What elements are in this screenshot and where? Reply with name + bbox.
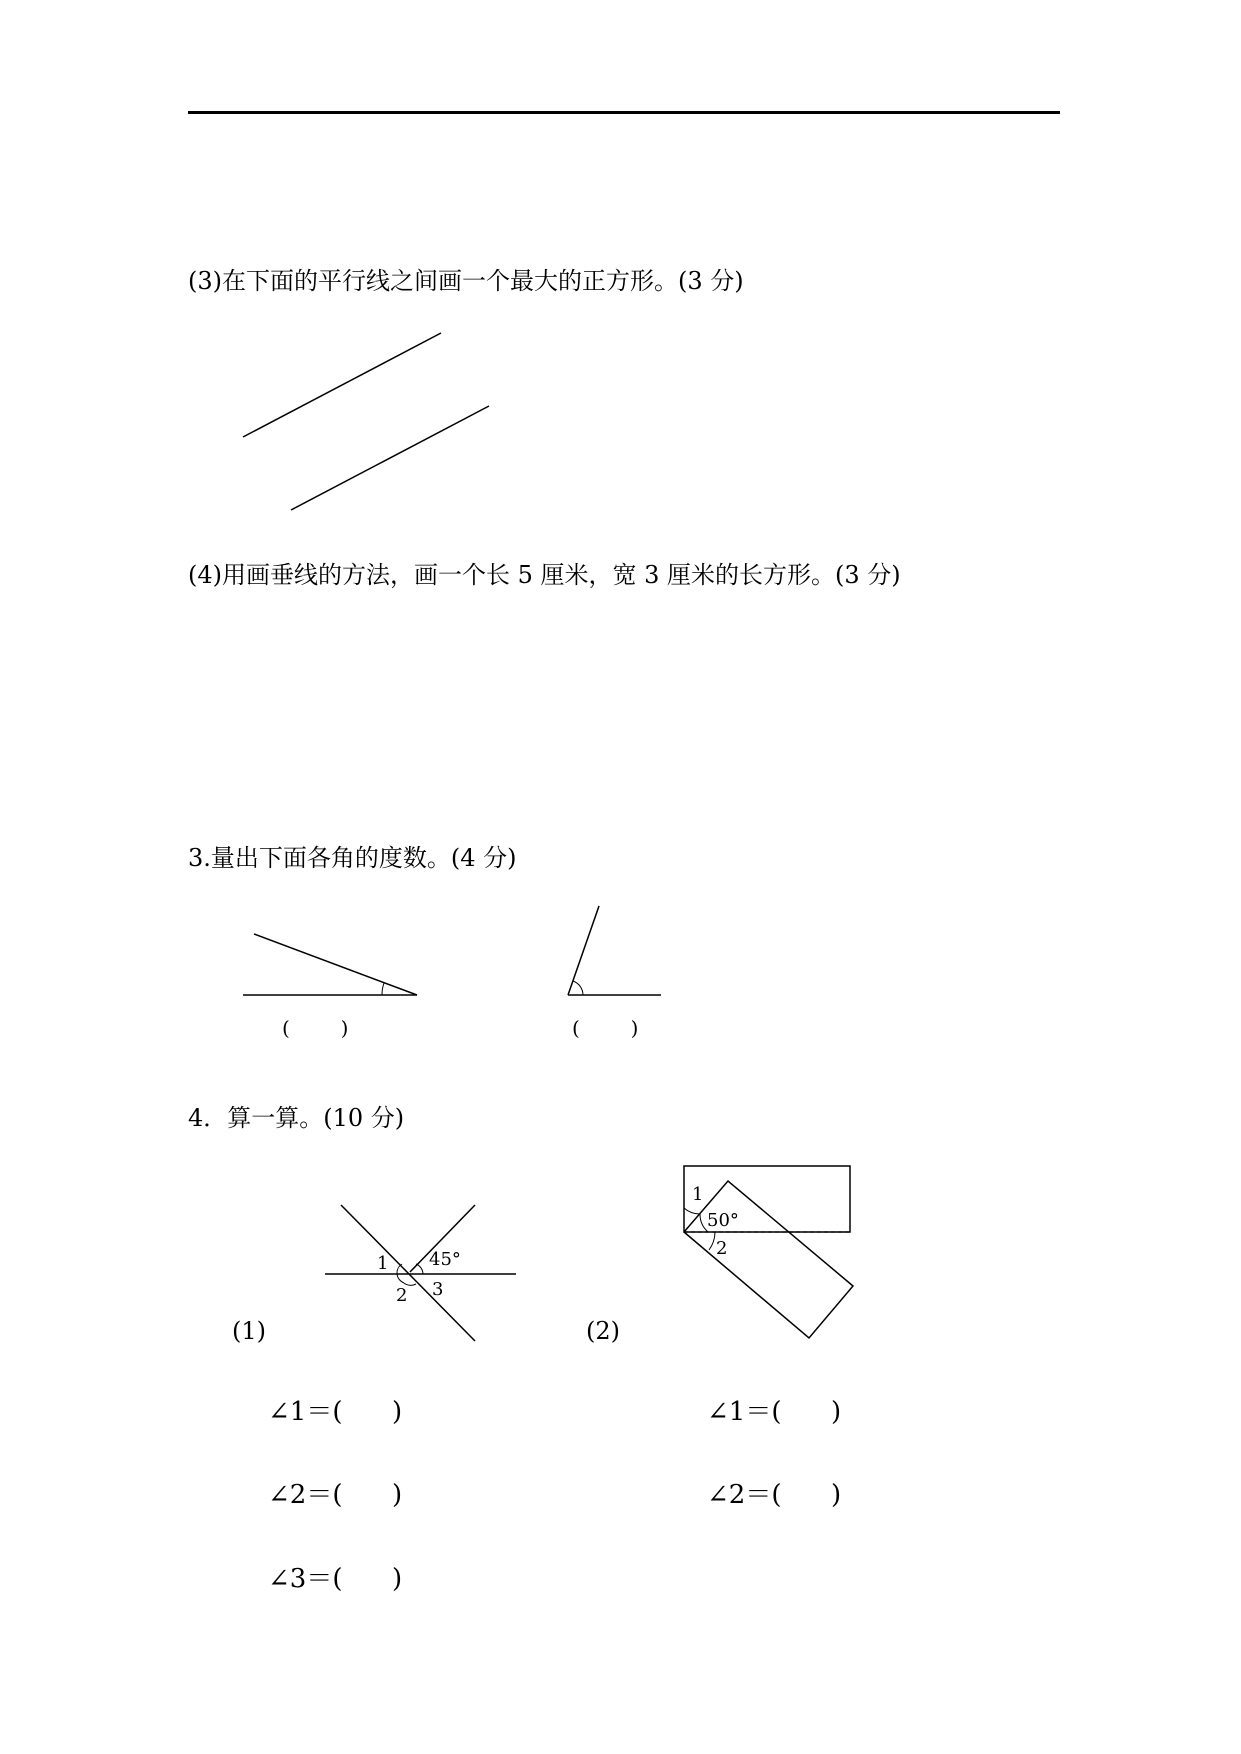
fig2-angle-50-label: 50° — [707, 1210, 739, 1231]
parallel-line-lower — [291, 406, 489, 510]
fig1-answer-angle-1[interactable]: ∠1＝( ) — [268, 1397, 403, 1427]
question-4-rectangle: (4)用画垂线的方法，画一个长 5 厘米，宽 3 厘米的长方形。(3 分) — [188, 561, 901, 589]
fig1-angle-1-label: 1 — [377, 1253, 389, 1274]
fig1-angle-2-arc — [397, 1274, 404, 1283]
fig2-answer-angle-1[interactable]: ∠1＝( ) — [707, 1397, 842, 1427]
fig1-angle-45-label: 45° — [429, 1249, 461, 1270]
fig1-label: (1) — [232, 1317, 266, 1345]
question-3-parallel-square: (3)在下面的平行线之间画一个最大的正方形。(3 分) — [188, 267, 744, 295]
fig2-angle-2-arc — [709, 1232, 715, 1250]
angle-b-arc — [573, 981, 583, 995]
fig2-label: (2) — [586, 1317, 620, 1345]
fig2-angle-1-label: 1 — [692, 1184, 704, 1205]
fig2-angle-1-arc — [684, 1208, 700, 1214]
angle-a-slant-ray — [254, 934, 417, 995]
angle-a-arc — [382, 983, 384, 995]
angle-a-answer-blank[interactable]: ( ) — [282, 1016, 349, 1040]
fig1-angle-2-label: 2 — [396, 1285, 408, 1306]
section-3-title: 3.量出下面各角的度数。(4 分) — [188, 844, 517, 872]
angle-b-answer-blank[interactable]: ( ) — [572, 1016, 639, 1040]
fig1-answer-angle-3[interactable]: ∠3＝( ) — [268, 1564, 403, 1594]
fig2-answer-angle-2[interactable]: ∠2＝( ) — [707, 1480, 842, 1510]
fig1-angle-3-label: 3 — [432, 1279, 444, 1300]
fig2-folded-rectangle — [684, 1181, 853, 1338]
fig1-answer-angle-2[interactable]: ∠2＝( ) — [268, 1480, 403, 1510]
parallel-line-upper — [243, 333, 441, 437]
fig2-angle-2-label: 2 — [716, 1238, 728, 1259]
angle-b-slant-ray — [568, 906, 599, 995]
section-4-title: 4．算一算。(10 分) — [188, 1104, 405, 1132]
